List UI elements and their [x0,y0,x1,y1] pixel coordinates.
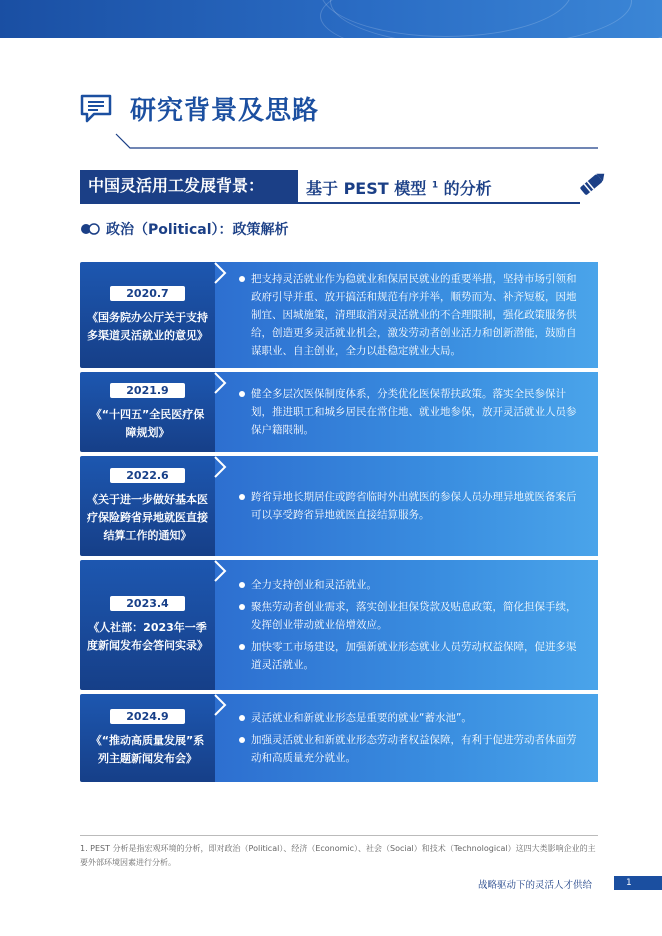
timeline-row [80,262,598,368]
policy-card [80,560,215,690]
policy-title: 《国务院办公厅关于支持多渠道灵活就业的意见》 [87,310,208,342]
footer-title: 战略驱动下的灵活人才供给 [478,880,593,891]
date-badge: 2021.9 [110,383,184,398]
header-band [0,0,662,38]
policy-detail [215,372,598,452]
date-badge: 2022.6 [110,468,184,483]
policy-title: 《人社部：2023年一季度新闻发布会答问实录》 [87,620,208,652]
toggle-icon [80,223,100,235]
date-badge: 2023.4 [110,596,184,611]
policy-detail [215,456,598,556]
bullet-point: 跨省异地长期居住或跨省临时外出就医的参保人员办理异地就医备案后可以享受跨省异地就医直接结算服务。 [239,488,582,524]
policy-card [80,694,215,782]
bullet-point: 灵活就业和新就业形态是重要的就业“蓄水池”。 [239,709,582,727]
chat-document-icon [78,90,114,126]
banner-left-label: 中国灵活用工发展背景： [80,170,298,202]
bullet-point: 健全多层次医保制度体系，分类优化医保帮扶政策。落实全民参保计划，推进职工和城乡居民在常住地、就业地参保，放开灵活就业人员参保户籍限制。 [239,385,582,439]
chevron-right-icon [213,694,227,716]
timeline-row [80,372,598,452]
chevron-right-icon [213,560,227,582]
timeline-row [80,694,598,782]
title-row [78,88,319,128]
bullet-point: 全力支持创业和灵活就业。 [239,576,582,594]
bullet-point: 聚焦劳动者创业需求，落实创业担保贷款及贴息政策，简化担保手续，发挥创业带动就业倍增效应。 [239,598,582,634]
page-title: 研究背景及思路 [130,95,320,126]
policy-detail [215,694,598,782]
policy-title: 《关于进一步做好基本医疗保险跨省异地就医直接结算工作的通知》 [87,492,208,542]
date-badge: 2024.9 [110,709,184,724]
bullet-point: 加强灵活就业和新就业形态劳动者权益保障，有利于促进劳动者体面劳动和高质量充分就业。 [239,731,582,767]
subheading [80,219,289,239]
bullet-point: 加快零工市场建设，加强新就业形态就业人员劳动权益保障，促进多渠道灵活就业。 [239,638,582,674]
pen-icon [574,166,610,202]
policy-card [80,262,215,368]
footnote: 1. PEST 分析是指宏观环境的分析，即对政治（Political）、经济（Economic）、社会（Social）和技术（Technological）这四大类影响企业的主要外部环境因素进行分析。 [80,844,596,867]
timeline-row [80,456,598,556]
banner-underline [80,202,580,204]
banner-right-label [306,176,492,199]
policy-card [80,372,215,452]
footnote-divider [80,835,598,836]
banner-right-text: 基于 PEST 模型 [306,179,427,198]
date-badge: 2020.7 [110,286,184,301]
timeline-row [80,560,598,690]
banner-right-suffix: 的分析 [443,179,492,198]
chevron-right-icon [213,456,227,478]
chevron-right-icon [213,262,227,284]
policy-detail [215,560,598,690]
footnote-marker: 1 [431,180,439,191]
chevron-right-icon [213,372,227,394]
policy-card [80,456,215,556]
title-divider [78,133,598,153]
bullet-point: 把支持灵活就业作为稳就业和保居民就业的重要举措，坚持市场引领和政府引导并重、放开搞活和规范有序并举，顺势而为、补齐短板，因地制宜、因城施策，清理取消对灵活就业的不合理限制，强化政策服务供给，创造更多灵活就业机会，激发劳动者创业活力和创新潜能，鼓励自谋职业、自主创业，全力以赴稳定就业大局。 [239,270,582,360]
page-number: 1 [614,876,662,890]
policy-title: 《“推动高质量发展”系列主题新闻发布会》 [90,733,205,765]
policy-timeline [80,262,598,786]
policy-detail [215,262,598,368]
policy-title: 《“十四五”全民医疗保障规划》 [90,407,205,439]
subheading-text: 政治（Political）：政策解析 [106,222,289,238]
section-banner [80,170,600,204]
